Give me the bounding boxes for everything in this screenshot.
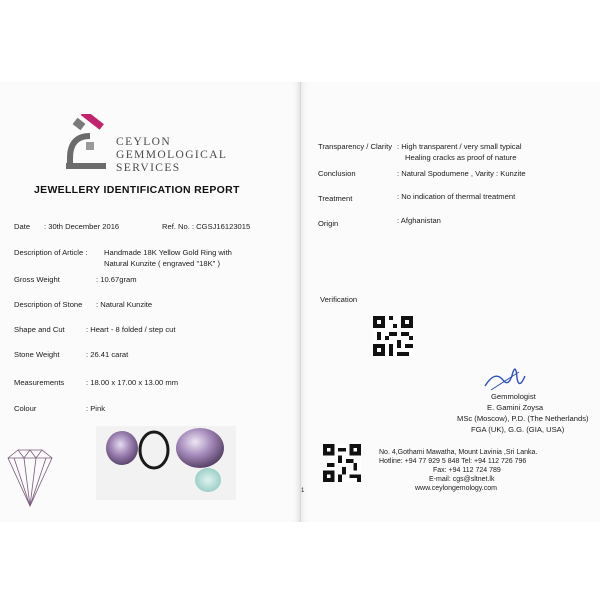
contact-hotline: Hotline: +94 77 929 5 848 Tel: +94 112 726 796 — [379, 458, 527, 465]
stone-weight-value: : 26.41 carat — [86, 350, 129, 359]
verification-qr-code[interactable] — [373, 316, 413, 356]
shape-cut-label: Shape and Cut — [14, 325, 65, 334]
article-value-line2: Natural Kunzite ( engraved "18K" ) — [104, 259, 220, 268]
gross-weight-value: : 10.67gram — [96, 275, 137, 284]
conclusion-value: : Natural Spodumene , Varity : Kunzite — [397, 169, 526, 178]
gemmologist-qualification-1: MSc (Moscow), P.D. (The Netherlands) — [457, 414, 589, 423]
treatment-label: Treatment — [318, 194, 353, 203]
verification-label: Verification — [320, 295, 358, 304]
article-value-line1: Handmade 18K Yellow Gold Ring with — [104, 248, 232, 257]
colour-value: : Pink — [86, 404, 105, 413]
stone-description-value: : Natural Kunzite — [96, 300, 153, 309]
stone-weight-label: Stone Weight — [14, 350, 60, 359]
shape-cut-value: : Heart - 8 folded / step cut — [86, 325, 176, 334]
measurements-value: : 18.00 x 17.00 x 13.00 mm — [86, 378, 179, 387]
gemmologist-title: Gemmologist — [491, 392, 536, 401]
treatment-value: : No indication of thermal treatment — [397, 192, 516, 201]
contact-website[interactable]: www.ceylongemology.com — [415, 485, 497, 492]
lab-name-line2: GEMMOLOGICAL — [116, 149, 228, 161]
report-title: JEWELLERY IDENTIFICATION REPORT — [34, 184, 240, 196]
transparency-value-line1: : High transparent / very small typical — [397, 142, 522, 151]
diamond-outline-icon — [4, 448, 56, 508]
contact-address: No. 4,Gothami Mawatha, Mount Lavinia ,Sri Lanka. — [379, 449, 538, 456]
right-page — [301, 82, 600, 522]
microscope-logo-icon — [64, 114, 114, 170]
contact-fax: Fax: +94 112 724 789 — [433, 467, 501, 474]
transparency-label: Transparency / Clarity — [318, 142, 392, 151]
lab-name-line1: CEYLON — [116, 136, 172, 148]
date-label: Date — [14, 222, 31, 231]
left-page — [0, 82, 301, 522]
colour-label: Colour — [14, 404, 37, 413]
conclusion-label: Conclusion — [318, 169, 356, 178]
origin-label: Origin — [318, 219, 339, 228]
article-label: Description of Article : — [14, 248, 88, 257]
gemmologist-qualification-2: FGA (UK), G.G. (GIA, USA) — [471, 425, 565, 434]
gemmologist-signature — [483, 366, 527, 394]
contact-qr-code[interactable] — [323, 444, 361, 482]
origin-value: : Afghanistan — [397, 216, 441, 225]
measurements-label: Measurements — [14, 378, 65, 387]
date-value: : 30th December 2016 — [44, 222, 120, 231]
ring-photo — [96, 426, 236, 500]
stone-description-label: Description of Stone — [14, 300, 83, 309]
ref-number: Ref. No. : CGSJ16123015 — [162, 222, 251, 231]
kunzite-ring-image — [96, 426, 236, 500]
transparency-value-line2: Healing cracks as proof of nature — [405, 153, 517, 162]
gross-weight-label: Gross Weight — [14, 275, 60, 284]
lab-name-line3: SERVICES — [116, 162, 181, 174]
contact-email: E-mail: cgs@sltnet.lk — [429, 476, 495, 483]
page-mark: 1 — [301, 488, 305, 494]
gemmologist-name: E. Gamini Zoysa — [487, 403, 544, 412]
